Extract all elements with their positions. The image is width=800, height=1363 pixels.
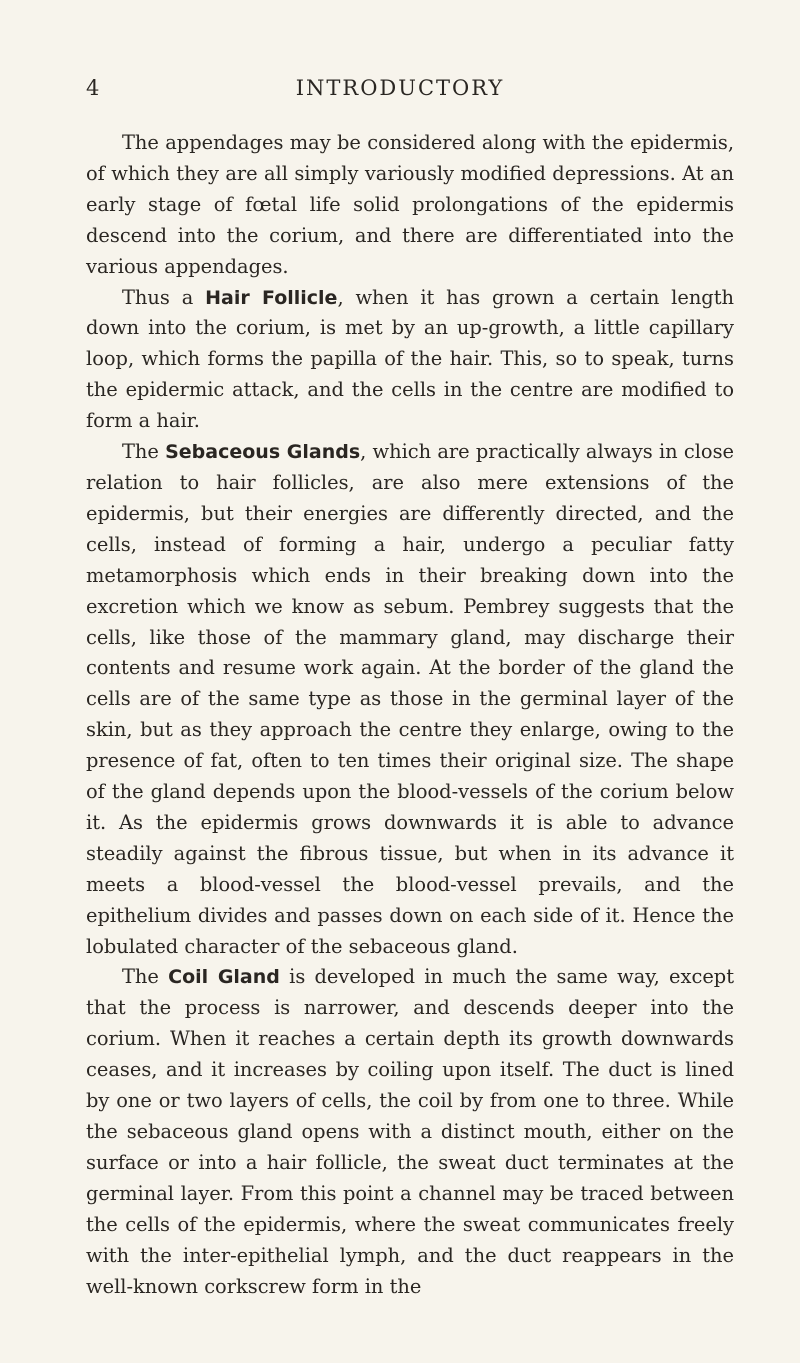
paragraph-text: , when it has grown a certain length down into the corium, is met by an up-growth, a little capillary loop, which forms the papilla of the hair. This, so to speak, turns the epidermic attack, and the cells in the centre are modified to form a hair.: [86, 285, 734, 433]
paragraph-lead: The: [122, 965, 169, 989]
paragraph-text: is developed in much the same way, except that the process is narrower, and descends deeper into the corium. When it reaches a certain depth its growth downwards ceases, and it increases by coiling upon itself. The duct is lined by one or two layers of cells, the coil by from one to three. While the sebaceous gland opens with a distinct mouth, either on the surface or into a hair follicle, the sweat duct terminates at the germinal layer. From this point a channel may be traced between the cells of the epidermis, where the sweat communicates freely with the inter-epithelial lymph, and the duct reappears in the well-known corkscrew form in the: [86, 965, 735, 1298]
running-title: INTRODUCTORY: [295, 76, 505, 100]
paragraph-sebaceous-glands: [86, 437, 734, 962]
body-text: [86, 128, 734, 1302]
paragraph-lead: Thus a: [122, 285, 206, 309]
page-number: 4: [86, 76, 101, 100]
running-head: [86, 76, 714, 110]
paragraph-lead: The: [122, 440, 166, 464]
paragraph-hair-follicle: [86, 283, 734, 438]
term-sebaceous-glands: Sebaceous Glands: [165, 441, 361, 464]
term-coil-gland: Coil Gland: [168, 966, 280, 989]
paragraph-appendages: [86, 128, 734, 283]
paragraph-text: The appendages may be considered along with the epidermis, of which they are all simply variously modified depressions. At an early stage of fœtal life solid prolongations of the epidermis descend into the corium, and there are differentiated into the various appendages.: [86, 131, 734, 278]
term-hair-follicle: Hair Follicle: [205, 286, 338, 309]
paragraph-coil-gland: [86, 962, 734, 1302]
paragraph-text: , which are practically always in close relation to hair follicles, are also mere extensions of the epidermis, but their energies are differently directed, and the cells, instead of forming a hair, undergo a peculiar fatty metamorphosis which ends in their breaking down into the excretion which we know as sebum. Pembrey suggests that the cells, like those of the mammary gland, may discharge their contents and resume work again. At the border of the gland the cells are of the same type as those in the germinal layer of the skin, but as they approach the centre they enlarge, owing to the presence of fat, often to ten times their original size. The shape of the gland depends upon the blood-vessels of the corium below it. As the epidermis grows downwards it is able to advance steadily against the fibrous tissue, but when in its advance it meets a blood-vessel the blood-vessel prevails, and the epithelium divides and passes down on each side of it. Hence the lobulated character of the sebaceous gland.: [86, 440, 735, 958]
